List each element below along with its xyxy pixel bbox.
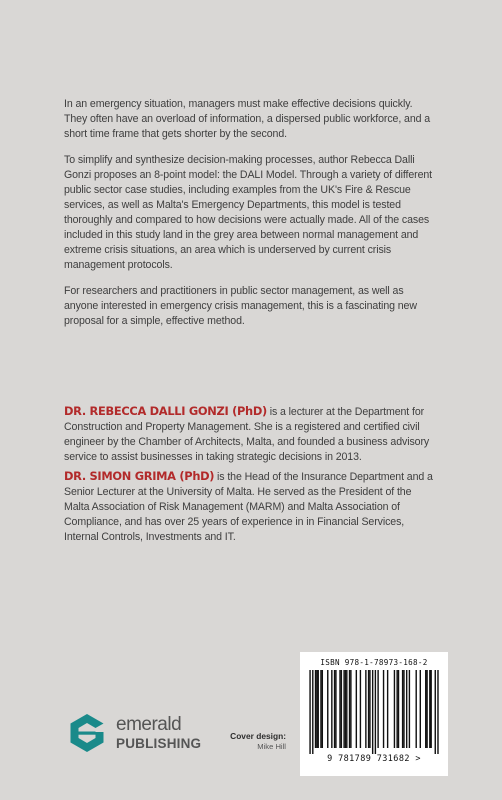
blurb-paragraph: In an emergency situation, managers must make effective decisions quickly. They often have an overload of information, a dispersed public workforce, and a short time frame that gets shorter by the second. [64,98,431,140]
cover-credit [214,731,286,751]
blurb [64,97,436,340]
barcode-bar [409,670,410,748]
barcode-bar [315,670,316,748]
barcode-bar [350,670,351,748]
barcode-bar [356,670,357,748]
barcode-bar [320,670,321,748]
barcode-bar [339,670,340,748]
barcode-bar [346,670,347,748]
barcode-bar [402,670,403,748]
barcode-bar [398,670,399,748]
barcode-bar [426,670,427,748]
barcode-bar [327,670,328,748]
barcode-bar [437,670,438,754]
barcode-bar [372,670,373,754]
author-bio [64,404,436,465]
barcode-bar [345,670,346,748]
barcode-bar [312,670,313,754]
barcode-bar [365,670,366,748]
barcode-bar [318,670,319,748]
author-name: DR. SIMON GRIMA (PhD) [64,469,215,483]
publisher-name-sub: PUBLISHING [116,736,202,751]
barcode-bar [429,670,430,748]
barcode-bar [383,670,384,748]
barcode-bar [435,670,436,754]
barcode-bar [377,670,378,748]
barcode-bar [368,670,369,748]
author-bio-text: is a lecturer at the Department for Construction and Property Management. She is a registered and certified civil engineer by the Chamber of Architects, Malta, and founded a business advisory service to assist businesses in taking strategic decisions in 2013. [64,406,430,463]
barcode-bar [341,670,342,748]
author-bio-text: is the Head of the Insurance Department and a Senior Lecturer at the University of Malta. He served as the President of the Malta Association of Risk Management (MARM) and Malta Association of Compliance, and has over 25 years of experience in in Financial Services, Internal Controls, Investments and IT. [64,471,433,543]
emerald-logo-icon [66,712,108,754]
cover-credit-name: Mike Hill [257,742,286,751]
cover-credit-label: Cover design: [230,731,286,741]
author-bio [64,469,436,545]
barcode-bar [331,670,332,748]
barcode-bar [335,670,336,748]
barcode-bar [406,670,407,748]
barcode-box [300,652,448,776]
barcode-bar [322,670,323,748]
barcode-bar [396,670,397,748]
author-bios [64,404,436,549]
barcode-digits: 9 781789 731682 > [327,754,421,764]
barcode-bar [375,670,376,754]
barcode-icon [308,670,440,754]
barcode-bar [334,670,335,748]
barcode-bar [309,670,310,754]
barcode-bar [403,670,404,748]
blurb-paragraph: For researchers and practitioners in public sector management, as well as anyone interested in emergency crisis management, this is a fascinating new proposal for a simple, effective method. [64,285,417,327]
barcode-bar [343,670,344,748]
barcode-bar [394,670,395,748]
barcode-bar [349,670,350,748]
barcode-bar [430,670,431,748]
barcode-bar [369,670,370,748]
barcode-bar [316,670,317,748]
blurb-paragraph: To simplify and synthesize decision-making processes, author Rebecca Dalli Gonzi proposes an 8-point model: the DALI Model. Through a variety of different public sector case studies, including examples from the UK's Fire & Rescue services, as well as Malta's Emergency Departments, this model is tested thoroughly and compared to how decisions were actually made. All of the cases included in this study land in the grey area between normal management and extreme crisis situations, an area which is underserved by current crisis management protocols. [64,154,433,271]
barcode-bar [360,670,361,748]
barcode-bar [425,670,426,748]
barcode-bar [387,670,388,748]
isbn-label: ISBN 978-1-78973-168-2 [320,658,428,667]
author-name: DR. REBECCA DALLI GONZI (PhD) [64,404,267,418]
barcode-bar [420,670,421,748]
barcode-bar [416,670,417,748]
publisher-name: emerald [116,714,182,735]
